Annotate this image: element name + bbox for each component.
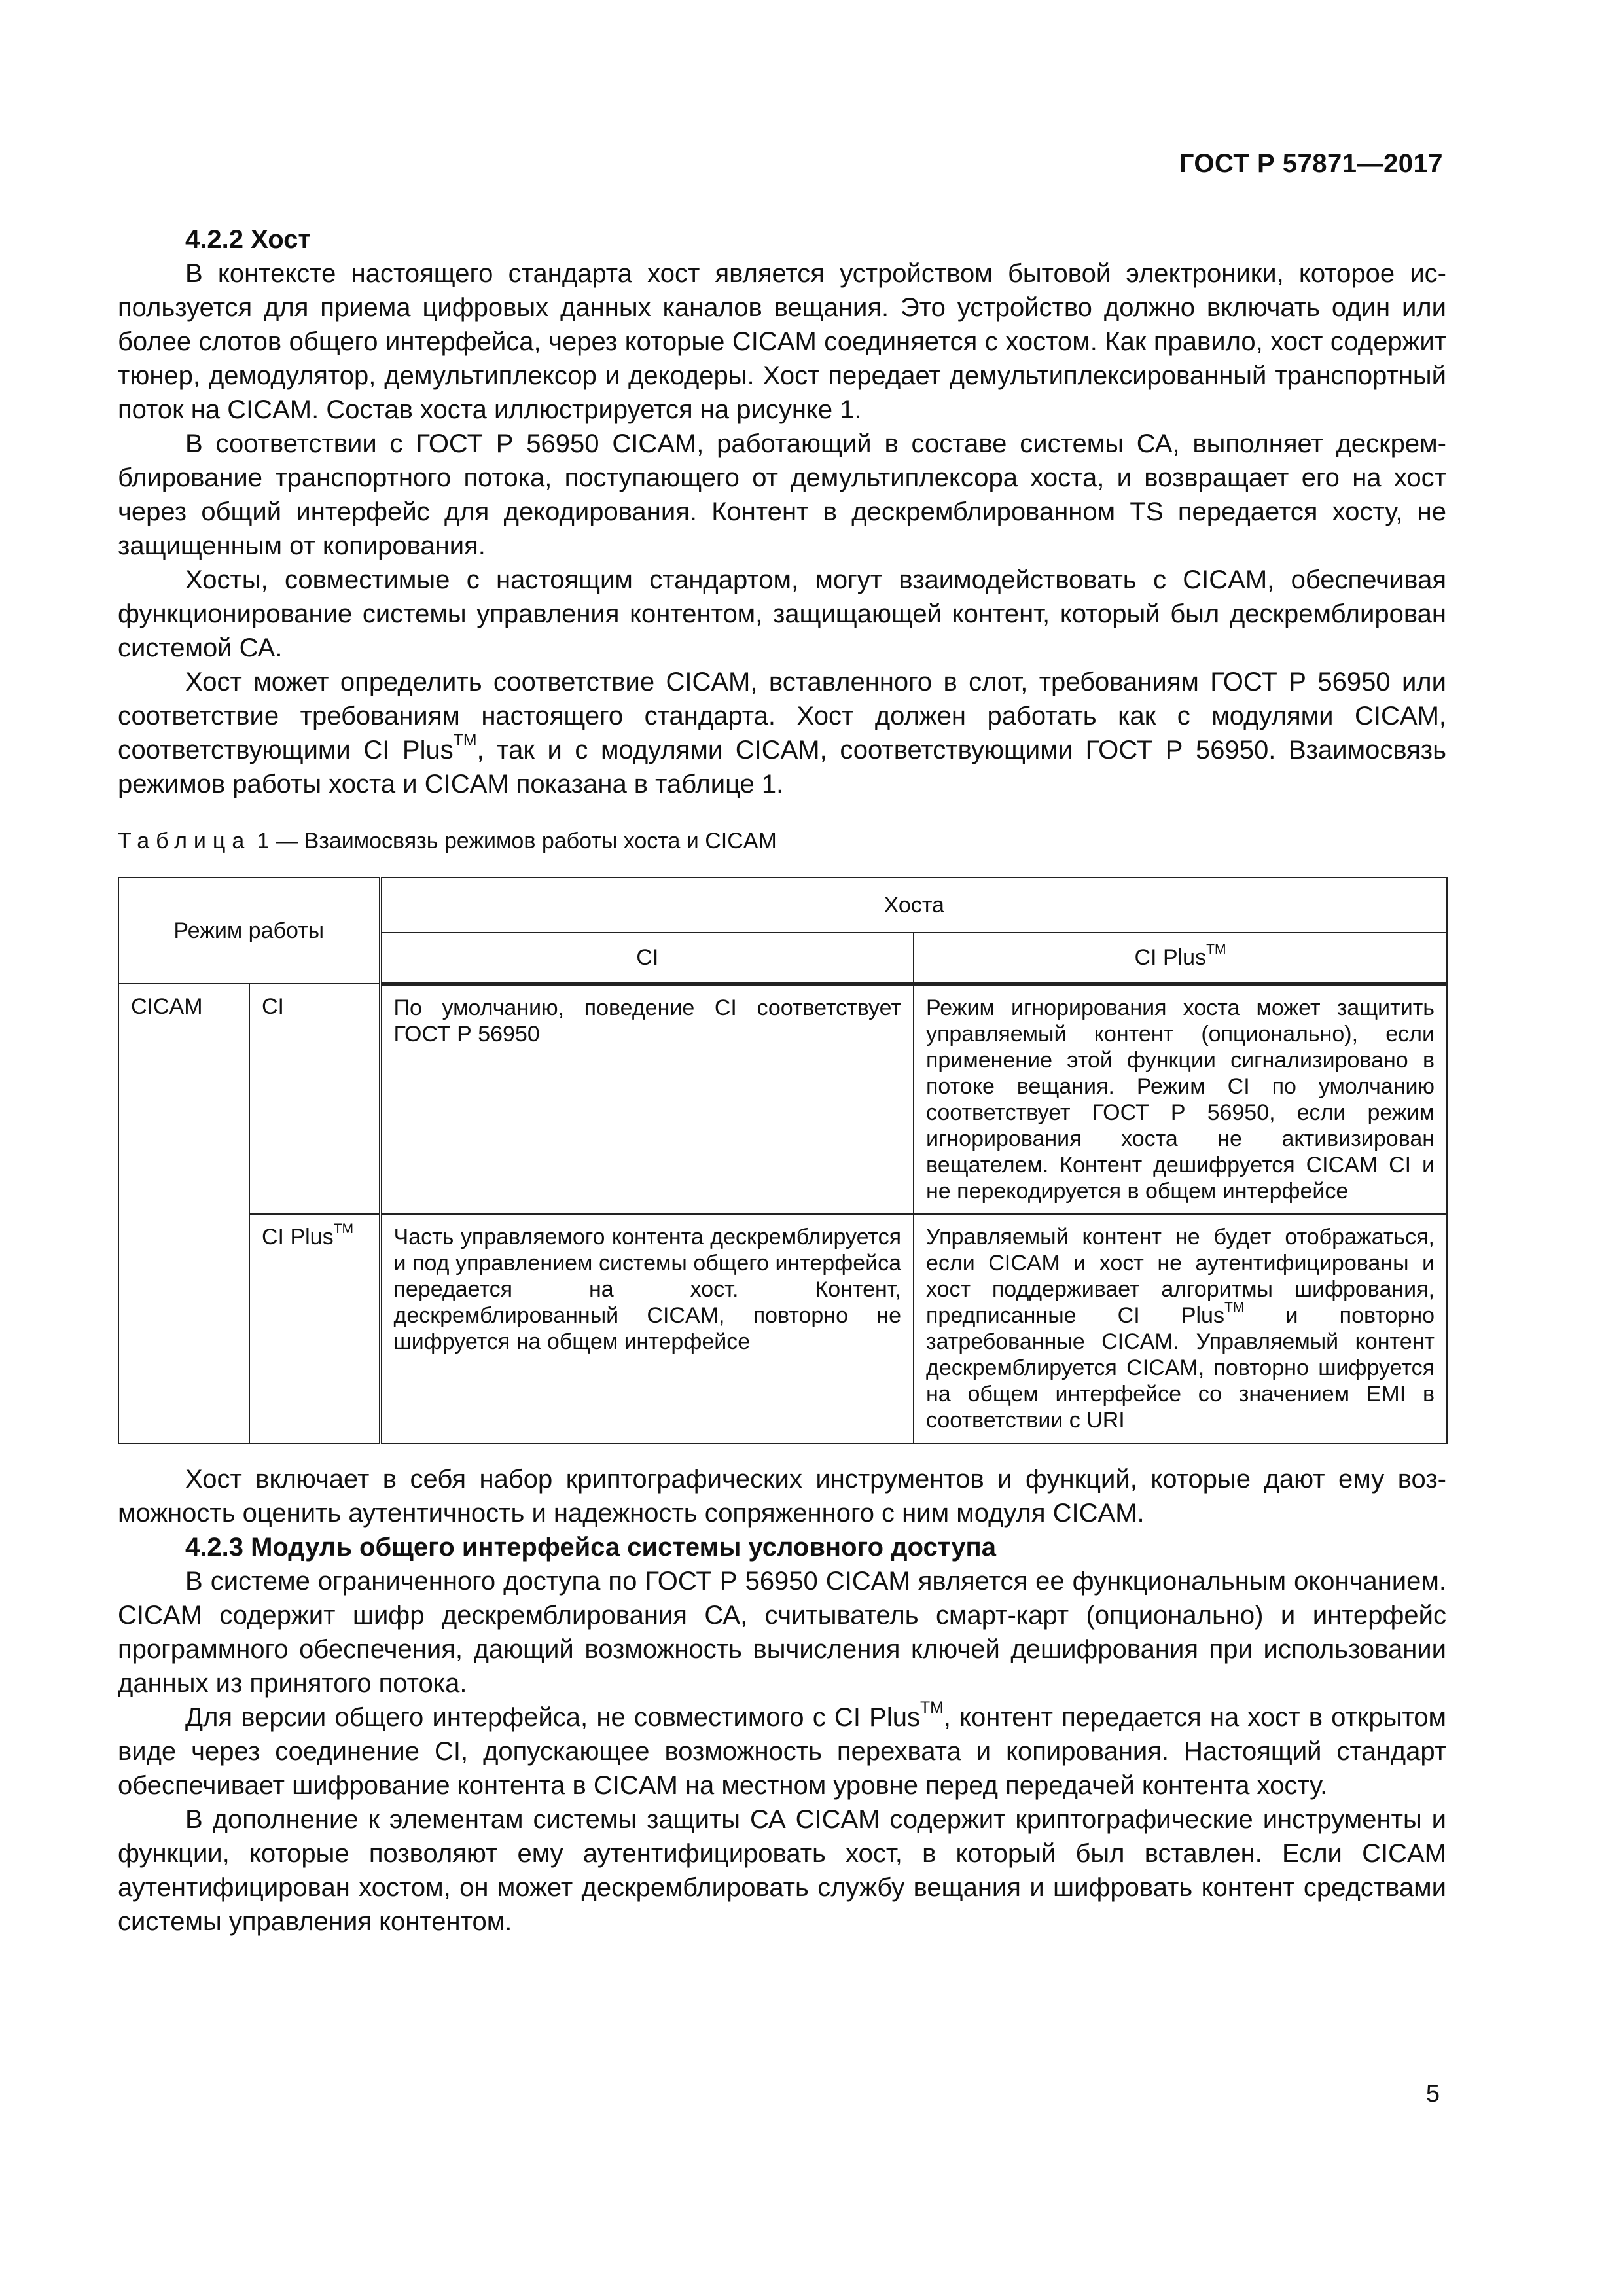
text-run: , контент передается на хост в открытом виде через соединение CI, допускающее возможность перехвата и копирования. Настоящий стандарт обеспечивает шифрование контента в CICAM на местном уровне перед передачей контента хосту. (118, 1702, 1446, 1800)
paragraph-with-trademark (118, 1700, 1446, 1803)
header-ciplus-cell (914, 933, 1447, 984)
table-caption-word: Таблица (118, 829, 251, 853)
table-caption (118, 827, 1446, 855)
cell-ci-ciplus: Режим игнорирования хоста может защитить управляемый контент (опционально), если применение этой функции сигнализировано в потоке вещания. Режим CI по умолчанию соответствует ГОСТ Р 56950, если режим игнорирования хоста не активизирован вещателем. Контент дешифруется CICAM CI и не перекодируется в общем интерфейсе (914, 984, 1447, 1214)
trademark-mark: TM (1206, 942, 1226, 958)
header-mode-cell: Режим работы (118, 878, 380, 984)
trademark-mark: TM (453, 732, 477, 750)
table-caption-text: 1 — Взаимосвязь режимов работы хоста и CICAM (257, 829, 777, 853)
header-ci-cell: CI (380, 933, 914, 984)
paragraph: Хосты, совместимые с настоящим стандартом, могут взаимодействовать с CICAM, обеспечивая функционирование системы управления контентом, защищающей контент, который был дескремблирован системой СА. (118, 565, 1446, 662)
text-run: Управляемый контент не будет отображаться, если CICAM и хост не аутентифицированы и хост поддерживает алгоритмы шифрования, предписанные CI Plus (926, 1224, 1435, 1328)
section-title-4-2-3: 4.2.3 Модуль общего интерфейса системы условного доступа (185, 1532, 996, 1562)
row-label-ci: CI (249, 984, 380, 1214)
section-title-4-2-2: 4.2.2 Хост (185, 225, 311, 254)
modes-table (118, 877, 1448, 1444)
paragraph: Хост включает в себя набор криптографических инструментов и функций, которые дают ему возможность оценить аутентичность и надежность сопряженного с ним модуля CICAM. (118, 1464, 1446, 1528)
page-number: 5 (1425, 2080, 1440, 2108)
paragraph: В дополнение к элементам системы защиты СА CICAM содержит криптографические инструменты и функции, которые позволяют ему аутентифицировать хост, в который был вставлен. Если CICAM аутентифицирован хостом, он может дескремблировать службу вещания и шифровать контент средствами системы управления контентом. (118, 1804, 1446, 1936)
paragraph: В системе ограниченного доступа по ГОСТ Р 56950 CICAM является ее функциональным окончанием. CICAM содержит шифр дескремблирования СА, считыватель смарт-карт (опционально) и интерфейс программного обеспечения, дающий возможность вычисления ключей дешифрования при использовании данных из принятого потока. (118, 1566, 1446, 1698)
text-run: Хост может определить соответствие CICAM, вставленного в слот, требованиям ГОСТ Р 56950 или соответствие требованиям настоящего стандарта. Хост должен работать как с модулями CICAM, соответствующими CI Plus (118, 668, 1446, 764)
row-label-ciplus (249, 1214, 380, 1443)
page-content (118, 223, 1446, 1939)
text-run: Для версии общего интерфейса, не совместимого с CI Plus (185, 1702, 920, 1732)
header-host-cell: Хоста (380, 878, 1447, 933)
document-header: ГОСТ Р 57871—2017 (1179, 149, 1443, 178)
trademark-mark: TM (919, 1698, 944, 1717)
paragraph: В контексте настоящего стандарта хост является устройством бытовой электроники, которое используется для приема цифровых данных каналов вещания. Это устройство должно включать один или более слотов общего интерфейса, через которые CICAM соединяется с хостом. Как правило, хост содержит тюнер, демодулятор, демультиплексор и декодеры. Хост передает демультиплексированный транспортный поток на CICAM. Состав хоста иллюстрируется на рисунке 1. (118, 259, 1446, 424)
paragraph-with-trademark (118, 665, 1446, 801)
cell-ciplus-ciplus (914, 1214, 1447, 1443)
trademark-mark: TM (1224, 1299, 1245, 1315)
text-run: , так и с модулями CICAM, соответствующими ГОСТ Р 56950. Взаимосвязь режимов работы хоста и CICAM показана в таблице 1. (118, 736, 1446, 798)
cell-ci-ci: По умолчанию, поведение CI соответствует ГОСТ Р 56950 (380, 984, 914, 1214)
row-label-ciplus-text: CI Plus (262, 1224, 334, 1249)
text-run: и повторно затребованные CICAM. Управляемый контент дескремблируется CICAM, повторно шифруется на общем интерфейсе со значением EMI в соответствии с URI (926, 1302, 1435, 1433)
row-group-cicam: CICAM (118, 984, 249, 1443)
cell-ciplus-ci: Часть управляемого контента дескремблируется и под управлением системы общего интерфейса передается на хост. Контент, дескремблированный CICAM, повторно не шифруется на общем интерфейсе (380, 1214, 914, 1443)
trademark-mark: TM (333, 1221, 354, 1236)
header-ciplus-text: CI Plus (1134, 945, 1207, 971)
paragraph: В соответствии с ГОСТ Р 56950 CICAM, работающий в составе системы СА, выполняет дескремблирование транспортного потока, поступающего от демультиплексора хоста, и возвращает его на хост через общий интерфейс для декодирования. Контент в дескремблированном TS передается хосту, не защищенным от копирования. (118, 429, 1446, 560)
